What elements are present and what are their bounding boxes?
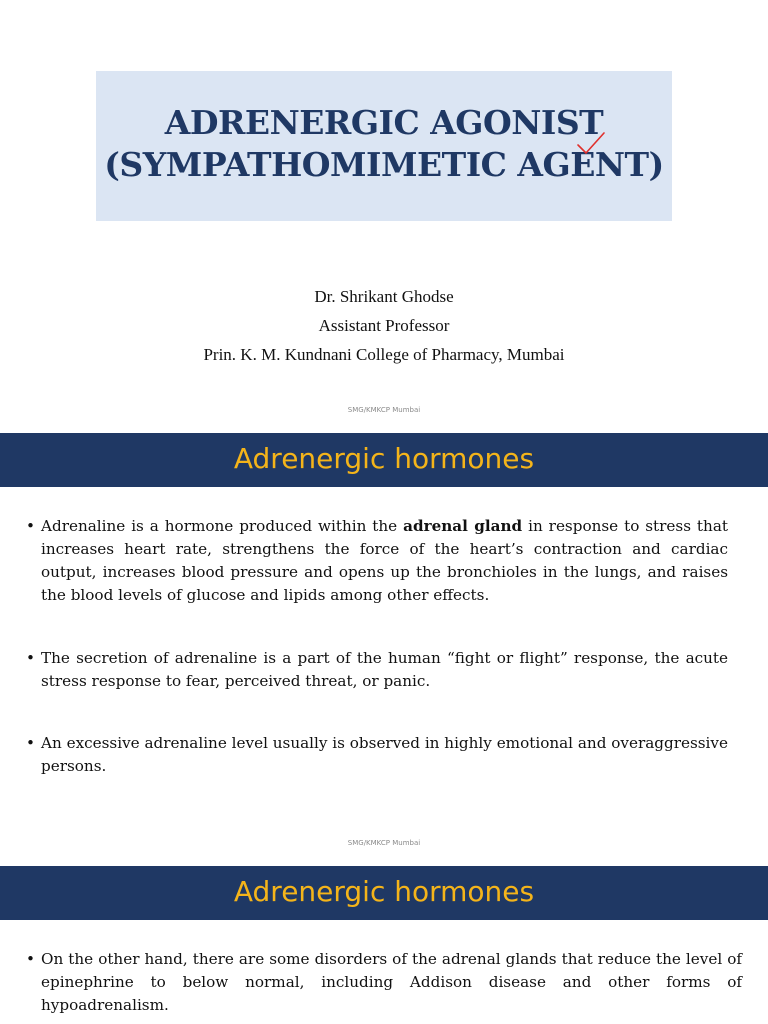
bullet-item [26,647,728,693]
author-affiliation: Prin. K. M. Kundnani College of Pharmacy, Mumbai [203,345,565,364]
content-slide-2 [0,866,768,1024]
red-tick-annotation-icon [576,131,606,157]
title-slide [0,0,768,433]
bullet-icon: • [26,950,35,968]
slide-heading: Adrenergic hormones [233,442,535,475]
bullet-icon: • [26,734,35,752]
title-line-1: ADRENERGIC AGONIST [164,103,604,142]
bullet-text: On the other hand, there are some disorders of the adrenal glands that reduce the level of epinephrine to below normal, including Addison disease and other forms of hypoadrenalism. [41,950,742,1014]
bullet-text: The secretion of adrenaline is a part of the human “fight or flight” response, the acute stress response to fear, perceived threat, or panic. [41,649,728,690]
bullet-text: An excessive adrenaline level usually is observed in highly emotional and overaggressive persons. [41,734,728,775]
slide-footer: SMG/KMKCP Mumbai [347,839,421,847]
header-band [0,433,768,487]
bullet-bold-term: adrenal gland [403,517,523,535]
bullet-item [26,732,728,778]
bullet-icon: • [26,517,35,535]
header-band [0,866,768,920]
author-name: Dr. Shrikant Ghodse [314,287,454,306]
bullet-text-end: in response to stress that increases heart rate, strengthens the force of the heart’s contraction and cardiac output, increases blood pressure and opens up the bronchioles in the lungs, and raises the blood levels of glucose and lipids among other effects. [41,517,728,604]
bullet-icon: • [26,649,35,667]
bullet-item [26,948,742,1017]
bullet-text-start: Adrenaline is a hormone produced within the [41,517,404,535]
content-slide-1 [0,433,768,866]
slide-footer: SMG/KMKCP Mumbai [347,406,421,414]
author-role: Assistant Professor [318,316,450,335]
bullet-item [26,515,728,607]
slide-heading: Adrenergic hormones [233,875,535,908]
title-line-2: (SYMPATHOMIMETIC AGENT) [104,145,664,184]
